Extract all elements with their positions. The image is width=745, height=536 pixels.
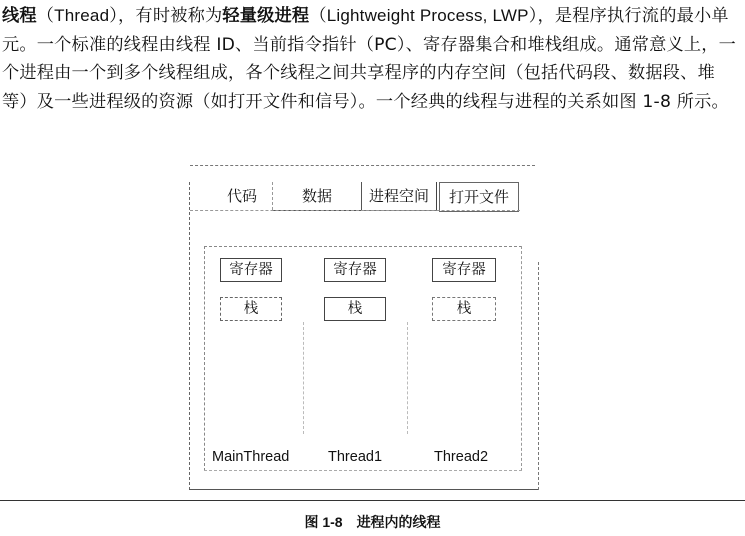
segment-code: 代码 <box>212 182 273 210</box>
paren-open-2: （ <box>309 6 327 26</box>
mainthread-register: 寄存器 <box>220 258 282 282</box>
term-thread-en: Thread <box>54 6 110 25</box>
segment-data: 数据 <box>273 182 362 211</box>
threads-box-right <box>521 246 522 471</box>
outer-border-bottom <box>189 489 539 490</box>
caption-number: 图 1-8 <box>304 514 343 530</box>
figure-separator-line <box>0 500 745 501</box>
term-thread: 线程 <box>2 6 37 26</box>
thread-divider-1 <box>303 322 304 434</box>
threads-box-left <box>204 246 205 471</box>
paragraph-text-1: ），有时被称为 <box>109 6 223 26</box>
thread-divider-2 <box>407 322 408 434</box>
thread1-label: Thread1 <box>328 449 383 465</box>
caption-title: 进程内的线程 <box>356 515 441 531</box>
threads-box-top <box>204 246 522 247</box>
thread1-register: 寄存器 <box>324 258 386 282</box>
segment-process-space: 进程空间 <box>362 182 437 211</box>
top-row-divider <box>190 210 520 211</box>
thread2-stack: 栈 <box>432 297 496 321</box>
figure-caption <box>0 512 745 532</box>
mainthread-stack: 栈 <box>220 297 282 321</box>
outer-border-left <box>189 182 190 490</box>
outer-border-right <box>538 262 539 490</box>
term-lwp-en: Lightweight Process, LWP <box>326 6 529 25</box>
term-lwp: 轻量级进程 <box>222 6 310 26</box>
thread2-label: Thread2 <box>434 449 489 465</box>
thread2-register: 寄存器 <box>432 258 496 282</box>
segment-open-files: 打开文件 <box>439 182 519 212</box>
outer-border-top <box>190 165 535 166</box>
paragraph-text-2: ），是程序执行流的最小单元。一个标准的线程由线程 ID、当前指令指针（PC）、寄存器集合和堆栈组成。通常意义上，一个进程由一个到多个线程组成，各个线程之间共享程序的内存空间（包括代码段、数据段、堆等）及一些进程级的资源（如打开文件和信号）。一个经典的线程与进程的关系如图 1-8 所示。 <box>2 6 737 112</box>
threads-box-bottom <box>204 470 522 471</box>
paren-open: （ <box>36 6 55 26</box>
thread1-stack: 栈 <box>324 297 386 321</box>
mainthread-label: MainThread <box>212 449 290 465</box>
